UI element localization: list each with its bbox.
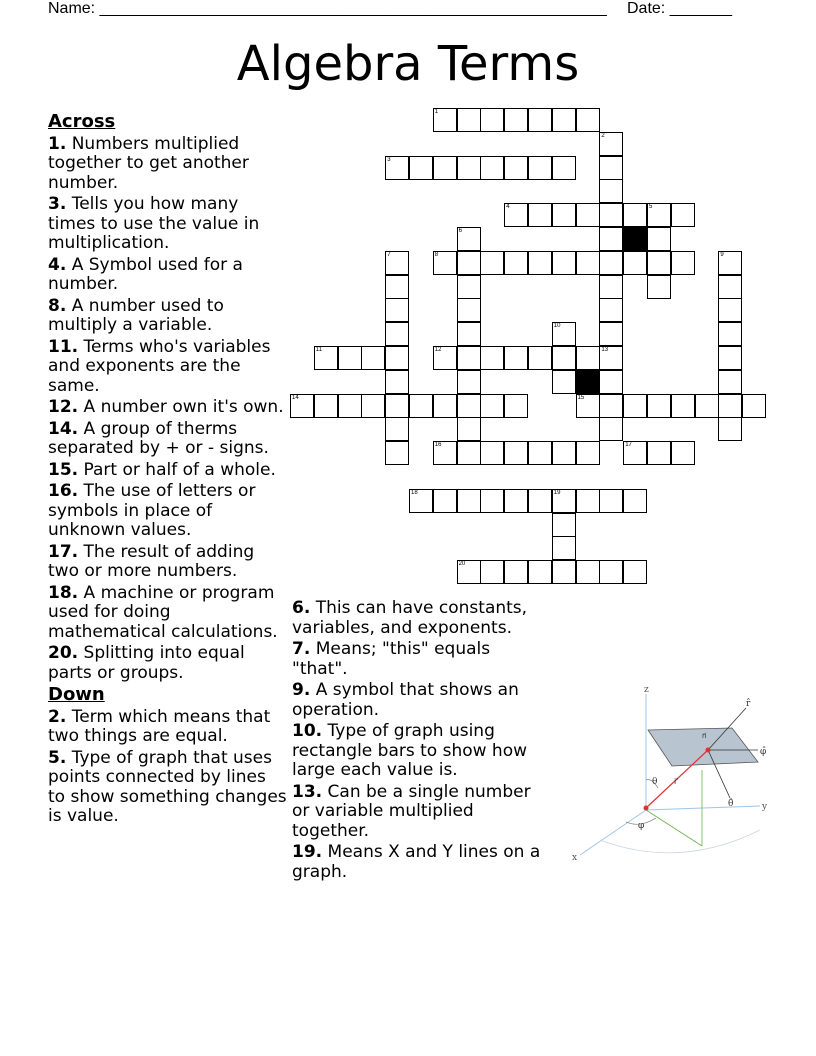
clue — [292, 843, 542, 882]
crossword-cell[interactable] — [409, 156, 433, 180]
clue — [292, 783, 542, 842]
cell-number: 3 — [387, 156, 391, 163]
crossword-cell[interactable] — [361, 346, 385, 370]
crossword-cell[interactable] — [385, 394, 409, 418]
clue-number: 9. — [292, 680, 311, 700]
crossword-cell[interactable] — [599, 298, 623, 322]
phi-hat-label: φ̂ — [760, 747, 767, 757]
clue-number: 14. — [48, 418, 79, 439]
crossword-cell[interactable] — [623, 489, 647, 513]
clue — [48, 420, 288, 459]
clue — [292, 640, 542, 679]
clue-number: 1. — [48, 133, 67, 154]
cell-number: 4 — [506, 204, 510, 211]
crossword-cell[interactable] — [528, 251, 552, 275]
crossword-cell[interactable] — [647, 203, 671, 227]
clue-text: A Symbol used for a number. — [48, 254, 243, 294]
crossword-cell[interactable] — [718, 275, 742, 299]
date-field[interactable]: Date: _______ — [627, 0, 732, 17]
crossword-cell[interactable] — [552, 108, 576, 132]
crossword-cell[interactable] — [480, 156, 504, 180]
clue-text: Tells you how many times to use the value in multiplication. — [48, 194, 260, 253]
clue — [48, 195, 288, 254]
phi-label: φ — [638, 821, 645, 831]
theta-hat-label: θ̂ — [728, 799, 734, 809]
clue-number: 8. — [48, 295, 67, 316]
clue-text: Means X and Y lines on a graph. — [292, 842, 541, 882]
crossword-cell[interactable] — [599, 227, 623, 251]
cell-number: 17 — [625, 442, 632, 449]
clue-number: 11. — [48, 336, 79, 357]
crossword-cell[interactable] — [457, 560, 481, 584]
crossword-cell[interactable] — [552, 489, 576, 513]
crossword-cell[interactable] — [480, 560, 504, 584]
cell-number: 14 — [292, 394, 299, 401]
crossword-cell[interactable] — [457, 298, 481, 322]
clue-number: 16. — [48, 481, 79, 501]
clue-text: A number used to multiply a variable. — [48, 295, 224, 335]
crossword-cell[interactable] — [552, 322, 576, 346]
crossword-cell[interactable] — [552, 441, 576, 465]
crossword-cell[interactable] — [385, 346, 409, 370]
page-title: Algebra Terms — [236, 36, 580, 92]
crossword-cell[interactable] — [671, 441, 695, 465]
crossword-cell[interactable] — [718, 322, 742, 346]
down-clue-list-continued — [292, 599, 542, 882]
crossword-cell[interactable] — [504, 156, 528, 180]
clue-text: A number own it's own. — [83, 397, 284, 417]
clue-number: 10. — [292, 721, 323, 741]
y-axis — [646, 806, 760, 810]
crossword-cell[interactable] — [480, 108, 504, 132]
crossword-cell[interactable] — [647, 441, 671, 465]
cell-number: 10 — [553, 323, 561, 330]
clue — [48, 256, 288, 295]
crossword-cell[interactable] — [457, 370, 481, 394]
crossword-cell[interactable] — [671, 203, 695, 227]
crossword-cell[interactable] — [599, 370, 623, 394]
clue — [48, 135, 288, 194]
crossword-cell[interactable] — [599, 417, 623, 441]
crossword-cell[interactable] — [338, 346, 362, 370]
clue-number: 5. — [48, 747, 67, 768]
r-vector-label: r⃗ — [674, 777, 678, 786]
clue-text: A machine or program used for doing mathematical calculations. — [48, 582, 278, 642]
crossword-cell[interactable] — [457, 394, 481, 418]
clue-text: Terms who's variables and exponents are the same. — [48, 336, 271, 396]
crossword-cell[interactable] — [599, 489, 623, 513]
crossword-cell[interactable] — [480, 346, 504, 370]
crossword-cell[interactable] — [599, 394, 623, 418]
cell-number: 12 — [434, 347, 442, 353]
crossword-cell[interactable] — [457, 489, 481, 513]
clue-number: 3. — [48, 194, 67, 214]
crossword-cell[interactable] — [385, 156, 409, 180]
clue-number: 6. — [292, 598, 311, 618]
clue — [48, 461, 288, 481]
across-heading: Across — [48, 111, 116, 132]
crossword-cell[interactable] — [504, 489, 528, 513]
clue-number: 7. — [292, 639, 311, 659]
cell-number: 6 — [458, 228, 462, 234]
crossword-cell[interactable] — [480, 441, 504, 465]
crossword-cell[interactable] — [504, 560, 528, 584]
clue-text: A group of therms separated by + or - signs. — [48, 418, 269, 458]
crossword-cell[interactable] — [528, 203, 552, 227]
crossword-cell[interactable] — [385, 275, 409, 299]
crossword-cell[interactable] — [409, 489, 433, 513]
clue-number: 19. — [292, 842, 323, 862]
surface-point — [706, 748, 711, 753]
crossword-cell[interactable] — [623, 394, 647, 418]
crossword-cell[interactable] — [718, 394, 742, 418]
clue-number: 20. — [48, 643, 79, 663]
clue — [292, 722, 542, 781]
crossword-cell[interactable] — [718, 346, 742, 370]
crossword-cell[interactable] — [457, 346, 481, 370]
crossword-cell[interactable] — [599, 275, 623, 299]
crossword-cell[interactable] — [457, 417, 481, 441]
clue-number: 17. — [48, 541, 79, 562]
crossword-cell[interactable] — [385, 370, 409, 394]
crossword-cell[interactable] — [576, 251, 600, 275]
crossword-cell[interactable] — [457, 108, 481, 132]
blocked-cell — [623, 227, 647, 251]
crossword-cell[interactable] — [552, 203, 576, 227]
crossword-cell[interactable] — [457, 322, 481, 346]
clue — [292, 599, 542, 638]
cell-number: 1 — [434, 109, 439, 115]
clues-left-column — [48, 112, 288, 829]
name-field[interactable]: Name: _________________________________________________________ — [48, 0, 607, 17]
crossword-cell[interactable] — [457, 227, 481, 251]
crossword-cell[interactable] — [599, 203, 623, 227]
crossword-cell[interactable] — [576, 108, 600, 132]
crossword-cell[interactable] — [718, 298, 742, 322]
crossword-cell[interactable] — [552, 536, 576, 560]
spherical-coordinates-diagram — [560, 680, 780, 870]
x-axis-label: x — [572, 853, 578, 863]
crossword-cell[interactable] — [528, 156, 552, 180]
crossword-cell[interactable] — [433, 346, 457, 370]
clue-text: Part or half of a whole. — [83, 459, 276, 480]
crossword-cell[interactable] — [718, 251, 742, 275]
crossword-cell[interactable] — [599, 346, 623, 370]
cell-number: 19 — [553, 489, 561, 496]
crossword-cell[interactable] — [718, 370, 742, 394]
clue — [48, 297, 288, 336]
crossword-cell[interactable] — [314, 394, 338, 418]
n-vector-label: n⃗ — [702, 732, 707, 740]
crossword-cell[interactable] — [457, 251, 481, 275]
crossword-cell[interactable] — [623, 251, 647, 275]
crossword-cell[interactable] — [552, 370, 576, 394]
crossword-cell[interactable] — [576, 441, 600, 465]
clue — [48, 398, 288, 418]
crossword-cell[interactable] — [647, 251, 671, 275]
crossword-cell[interactable] — [504, 394, 528, 418]
crossword-cell[interactable] — [623, 441, 647, 465]
crossword-cell[interactable] — [457, 275, 481, 299]
crossword-cell[interactable] — [647, 394, 671, 418]
crossword-cell[interactable] — [599, 179, 623, 203]
cell-number: 9 — [720, 251, 724, 258]
clue-number: 15. — [48, 459, 79, 480]
cell-number: 5 — [649, 204, 653, 211]
clue — [48, 543, 288, 582]
crossword-cell[interactable] — [742, 394, 766, 418]
crossword-cell[interactable] — [599, 251, 623, 275]
origin-point — [644, 806, 649, 811]
crossword-cell[interactable] — [433, 489, 457, 513]
clue-number: 13. — [292, 781, 323, 802]
header — [48, 0, 768, 20]
crossword-cell[interactable] — [433, 394, 457, 418]
crossword-cell[interactable] — [504, 346, 528, 370]
crossword-cell[interactable] — [552, 251, 576, 275]
clue-number: 18. — [48, 582, 79, 603]
crossword-cell[interactable] — [552, 156, 576, 180]
crossword-cell[interactable] — [552, 346, 576, 370]
crossword-cell[interactable] — [314, 346, 338, 370]
cell-number: 7 — [387, 251, 391, 258]
crossword-cell[interactable] — [457, 441, 481, 465]
crossword-cell[interactable] — [647, 275, 671, 299]
clue-text: Means; "this" equals "that". — [292, 639, 491, 679]
clue-text: Term which means that two things are equal. — [48, 706, 271, 746]
crossword-cell[interactable] — [385, 322, 409, 346]
crossword-cell[interactable] — [576, 203, 600, 227]
clue-number: 4. — [48, 254, 67, 275]
clue-text: This can have constants, variables, and exponents. — [292, 598, 528, 638]
clue-text: A symbol that shows an operation. — [292, 680, 519, 720]
crossword-cell[interactable] — [480, 489, 504, 513]
crossword-cell[interactable] — [695, 394, 719, 418]
crossword-cell[interactable] — [576, 346, 600, 370]
crossword-cell[interactable] — [528, 441, 552, 465]
across-clue-list — [48, 135, 288, 684]
crossword-cell[interactable] — [385, 251, 409, 275]
crossword-cell[interactable] — [385, 441, 409, 465]
clue-text: The use of letters or symbols in place of unknown values. — [48, 481, 256, 540]
crossword-cell[interactable] — [504, 441, 528, 465]
clue — [48, 749, 288, 827]
clue — [48, 708, 288, 747]
clue-number: 2. — [48, 706, 67, 727]
y-axis-label: y — [762, 802, 768, 812]
crossword-cell[interactable] — [718, 417, 742, 441]
crossword-cell[interactable] — [528, 346, 552, 370]
crossword-cell[interactable] — [457, 156, 481, 180]
crossword-cell[interactable] — [671, 394, 695, 418]
down-heading: Down — [48, 684, 105, 705]
cell-number: 11 — [315, 347, 323, 353]
crossword-cell[interactable] — [552, 513, 576, 537]
cell-number: 16 — [434, 442, 442, 449]
crossword-cell[interactable] — [480, 394, 504, 418]
clue-text: Type of graph using rectangle bars to show how large each value is. — [292, 721, 528, 780]
x-axis — [580, 810, 646, 855]
crossword-cell[interactable] — [599, 560, 623, 584]
theta-label: θ — [652, 777, 658, 787]
crossword-cell[interactable] — [409, 394, 433, 418]
clue-text: Can be a single number or variable multiplied together. — [292, 781, 531, 841]
crossword-cell[interactable] — [599, 322, 623, 346]
crossword-cell[interactable] — [385, 298, 409, 322]
crossword-cell[interactable] — [552, 560, 576, 584]
crossword-cell[interactable] — [385, 417, 409, 441]
clue — [48, 338, 288, 397]
cell-number: 13 — [601, 347, 609, 353]
crossword-cell[interactable] — [528, 489, 552, 513]
crossword-cell[interactable] — [623, 560, 647, 584]
crossword-cell[interactable] — [528, 108, 552, 132]
r-hat-label: r̂ — [746, 699, 751, 709]
crossword-cell[interactable] — [576, 489, 600, 513]
crossword-cell[interactable] — [671, 251, 695, 275]
clue — [48, 644, 288, 683]
crossword-cell[interactable] — [433, 108, 457, 132]
crossword-cell[interactable] — [599, 156, 623, 180]
crossword-cell[interactable] — [433, 441, 457, 465]
crossword-cell[interactable] — [361, 394, 385, 418]
crossword-cell[interactable] — [576, 560, 600, 584]
crossword-cell[interactable] — [433, 156, 457, 180]
crossword-grid — [290, 108, 770, 568]
crossword-cell[interactable] — [504, 203, 528, 227]
crossword-cell[interactable] — [504, 108, 528, 132]
blocked-cell — [576, 370, 600, 394]
clue — [292, 681, 542, 720]
cell-number: 18 — [411, 489, 418, 496]
crossword-cell[interactable] — [599, 132, 623, 156]
clue-text: Splitting into equal parts or groups. — [48, 643, 245, 683]
crossword-cell[interactable] — [647, 227, 671, 251]
z-axis-label: z — [644, 685, 649, 695]
clue-text: The result of adding two or more numbers. — [48, 541, 255, 581]
cell-number: 15 — [577, 394, 585, 401]
cell-number: 8 — [434, 251, 439, 258]
crossword-cell[interactable] — [290, 394, 314, 418]
clue-text: Type of graph that uses points connected by lines to show something changes is value. — [48, 747, 287, 826]
clue — [48, 584, 288, 643]
clue-number: 12. — [48, 397, 79, 417]
crossword-cell[interactable] — [433, 251, 457, 275]
down-clue-list — [48, 708, 288, 827]
crossword-cell[interactable] — [528, 560, 552, 584]
cell-number: 20 — [458, 561, 466, 568]
crossword-cell[interactable] — [504, 251, 528, 275]
crossword-cell[interactable] — [338, 394, 362, 418]
cell-number: 2 — [601, 132, 605, 139]
crossword-cell[interactable] — [623, 203, 647, 227]
clue — [48, 482, 288, 541]
clues-middle-column — [292, 599, 542, 884]
crossword-cell[interactable] — [480, 251, 504, 275]
clue-text: Numbers multiplied together to get another number. — [48, 133, 249, 193]
crossword-cell[interactable] — [576, 394, 600, 418]
